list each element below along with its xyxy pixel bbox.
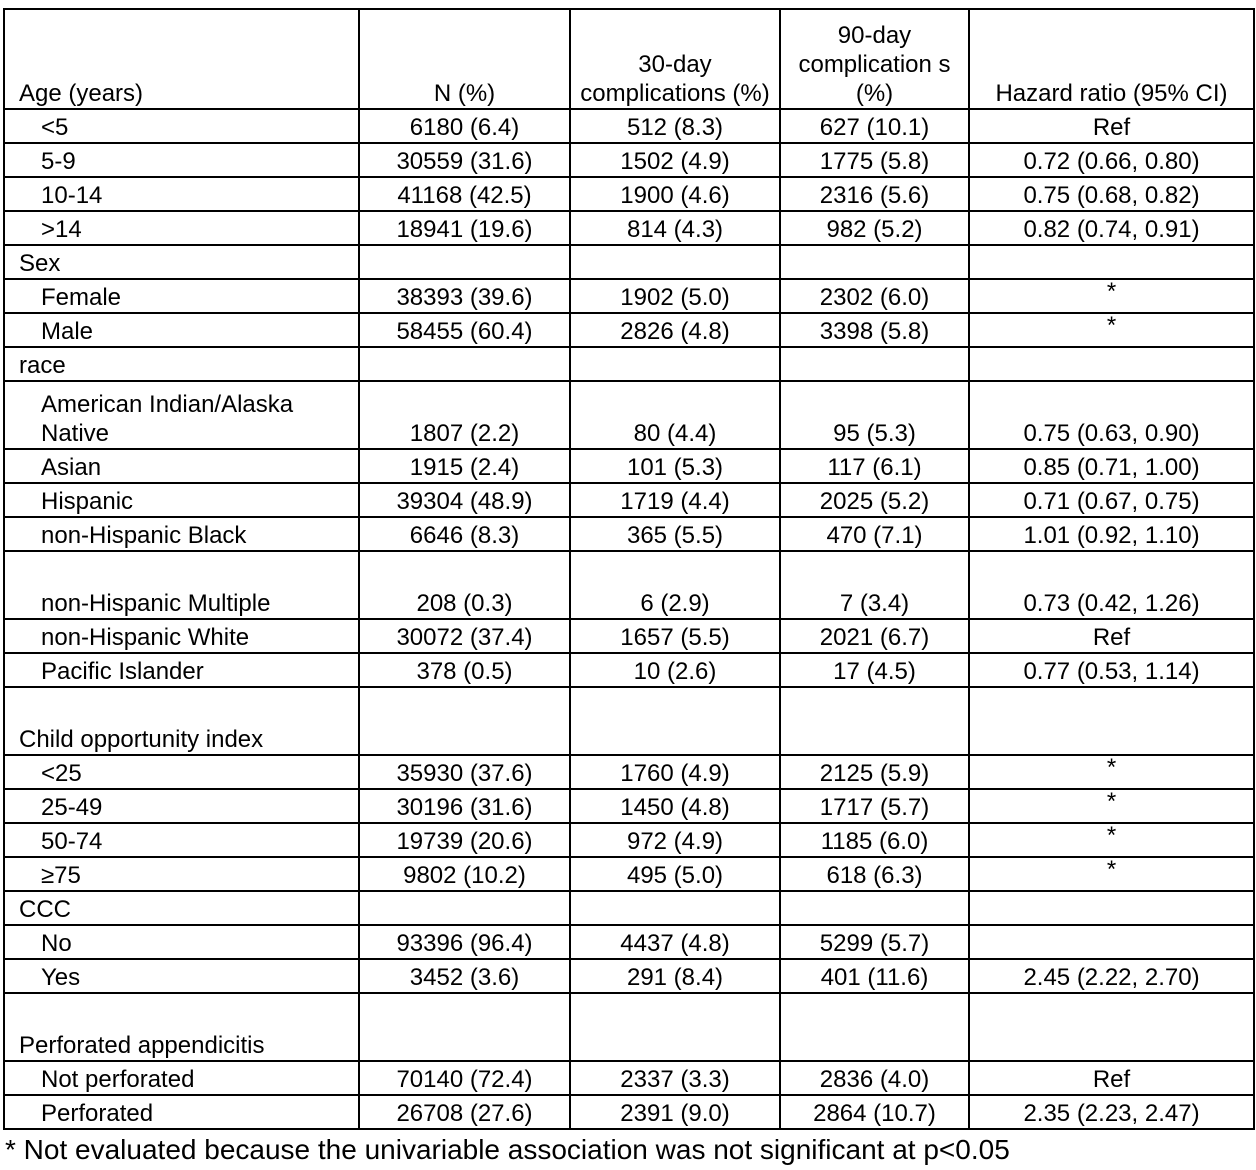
table-row [4, 755, 1254, 789]
header-n: N (%) [359, 9, 570, 109]
row-label: <5 [4, 109, 359, 143]
table-group-row [4, 891, 1254, 925]
cell-90-day: 5299 (5.7) [780, 925, 969, 959]
row-label: 50-74 [4, 823, 359, 857]
cell-90-day: 1717 (5.7) [780, 789, 969, 823]
cell-90-day: 117 (6.1) [780, 449, 969, 483]
cell-90-day: 618 (6.3) [780, 857, 969, 891]
cell-90-day: 2316 (5.6) [780, 177, 969, 211]
cell-n: 3452 (3.6) [359, 959, 570, 993]
cell-hazard-ratio: Ref [969, 1061, 1254, 1095]
cell-30-day: 101 (5.3) [570, 449, 780, 483]
row-label: Perforated [4, 1095, 359, 1129]
row-label: non-Hispanic Black [4, 517, 359, 551]
table-row [4, 959, 1254, 993]
cell-n: 30072 (37.4) [359, 619, 570, 653]
cell-n: 6646 (8.3) [359, 517, 570, 551]
row-label: No [4, 925, 359, 959]
cell-90-day: 95 (5.3) [780, 381, 969, 449]
cell-n: 1915 (2.4) [359, 449, 570, 483]
row-label: non-Hispanic Multiple [4, 551, 359, 619]
cell-90-day: 2021 (6.7) [780, 619, 969, 653]
cell-30-day: 512 (8.3) [570, 109, 780, 143]
cell-90-day: 1185 (6.0) [780, 823, 969, 857]
cell-30-day: 291 (8.4) [570, 959, 780, 993]
cell-30-day: 1657 (5.5) [570, 619, 780, 653]
header-hazard-ratio: Hazard ratio (95% CI) [969, 9, 1254, 109]
table-row [4, 517, 1254, 551]
table-row [4, 143, 1254, 177]
header-90-day: 90-day complication s (%) [780, 9, 969, 109]
cell-hazard-ratio: 2.45 (2.22, 2.70) [969, 959, 1254, 993]
cell-n: 18941 (19.6) [359, 211, 570, 245]
row-label: non-Hispanic White [4, 619, 359, 653]
cell-30-day: 2391 (9.0) [570, 1095, 780, 1129]
cell-90-day: 3398 (5.8) [780, 313, 969, 347]
table-group-row [4, 245, 1254, 279]
cell-hazard-ratio: 0.73 (0.42, 1.26) [969, 551, 1254, 619]
cell-90-day: 982 (5.2) [780, 211, 969, 245]
cell-30-day: 972 (4.9) [570, 823, 780, 857]
cell-hazard-ratio: * [1106, 788, 1117, 815]
row-label: Pacific Islander [4, 653, 359, 687]
cell-n: 35930 (37.6) [359, 755, 570, 789]
cell-n: 58455 (60.4) [359, 313, 570, 347]
row-label: 5-9 [4, 143, 359, 177]
cell-n: 70140 (72.4) [359, 1061, 570, 1095]
cell-30-day: 365 (5.5) [570, 517, 780, 551]
cell-hazard-ratio: 0.77 (0.53, 1.14) [969, 653, 1254, 687]
row-label: Male [4, 313, 359, 347]
cell-30-day: 2826 (4.8) [570, 313, 780, 347]
table-group-row [4, 993, 1254, 1061]
row-label: Yes [4, 959, 359, 993]
cell-n: 30196 (31.6) [359, 789, 570, 823]
row-label: Hispanic [4, 483, 359, 517]
table-row [4, 551, 1254, 619]
cell-hazard-ratio: 0.85 (0.71, 1.00) [969, 449, 1254, 483]
complications-table [3, 8, 1255, 1130]
cell-hazard-ratio: * [1106, 822, 1117, 849]
cell-90-day: 7 (3.4) [780, 551, 969, 619]
group-label: Child opportunity index [4, 687, 359, 755]
cell-n: 39304 (48.9) [359, 483, 570, 517]
cell-n: 26708 (27.6) [359, 1095, 570, 1129]
cell-90-day: 627 (10.1) [780, 109, 969, 143]
cell-n: 208 (0.3) [359, 551, 570, 619]
cell-hazard-ratio: 1.01 (0.92, 1.10) [969, 517, 1254, 551]
cell-90-day: 2025 (5.2) [780, 483, 969, 517]
group-label: race [4, 347, 359, 381]
cell-hazard-ratio: * [1106, 278, 1117, 305]
cell-90-day: 401 (11.6) [780, 959, 969, 993]
cell-30-day: 1502 (4.9) [570, 143, 780, 177]
table-row [4, 653, 1254, 687]
table-row [4, 177, 1254, 211]
cell-n: 93396 (96.4) [359, 925, 570, 959]
header-age: Age (years) [4, 9, 359, 109]
table-container [3, 8, 1255, 1130]
group-label: Sex [4, 245, 359, 279]
header-30-day: 30-day complications (%) [570, 9, 780, 109]
row-label: <25 [4, 755, 359, 789]
cell-90-day: 2864 (10.7) [780, 1095, 969, 1129]
cell-n: 19739 (20.6) [359, 823, 570, 857]
cell-n: 41168 (42.5) [359, 177, 570, 211]
table-row [4, 483, 1254, 517]
cell-n: 378 (0.5) [359, 653, 570, 687]
cell-30-day: 1902 (5.0) [570, 279, 780, 313]
row-label: American Indian/Alaska Native [4, 381, 359, 449]
cell-30-day: 6 (2.9) [570, 551, 780, 619]
cell-hazard-ratio: * [1106, 754, 1117, 781]
cell-hazard-ratio: 0.75 (0.63, 0.90) [969, 381, 1254, 449]
table-row [4, 109, 1254, 143]
cell-90-day: 470 (7.1) [780, 517, 969, 551]
cell-hazard-ratio: 0.82 (0.74, 0.91) [969, 211, 1254, 245]
cell-90-day: 2302 (6.0) [780, 279, 969, 313]
table-row [4, 619, 1254, 653]
cell-90-day: 17 (4.5) [780, 653, 969, 687]
row-label: Asian [4, 449, 359, 483]
table-group-row [4, 347, 1254, 381]
cell-n: 30559 (31.6) [359, 143, 570, 177]
cell-30-day: 10 (2.6) [570, 653, 780, 687]
cell-90-day: 1775 (5.8) [780, 143, 969, 177]
cell-hazard-ratio: 0.75 (0.68, 0.82) [969, 177, 1254, 211]
row-label: Female [4, 279, 359, 313]
table-row [4, 1061, 1254, 1095]
cell-30-day: 80 (4.4) [570, 381, 780, 449]
row-label: Not perforated [4, 1061, 359, 1095]
cell-30-day: 4437 (4.8) [570, 925, 780, 959]
table-row [4, 1095, 1254, 1129]
cell-30-day: 1760 (4.9) [570, 755, 780, 789]
table-row [4, 789, 1254, 823]
table-row [4, 279, 1254, 313]
table-row [4, 857, 1254, 891]
cell-30-day: 814 (4.3) [570, 211, 780, 245]
group-label: Perforated appendicitis [4, 993, 359, 1061]
cell-hazard-ratio: 2.35 (2.23, 2.47) [969, 1095, 1254, 1129]
cell-hazard-ratio: * [1106, 312, 1117, 339]
cell-hazard-ratio: 0.72 (0.66, 0.80) [969, 143, 1254, 177]
table-row [4, 823, 1254, 857]
cell-n: 6180 (6.4) [359, 109, 570, 143]
cell-30-day: 495 (5.0) [570, 857, 780, 891]
table-row [4, 449, 1254, 483]
row-label: ≥75 [4, 857, 359, 891]
table-row [4, 313, 1254, 347]
cell-hazard-ratio: * [1106, 856, 1117, 883]
cell-hazard-ratio: Ref [969, 109, 1254, 143]
table-row [4, 211, 1254, 245]
cell-hazard-ratio [969, 925, 1254, 959]
row-label: 10-14 [4, 177, 359, 211]
cell-n: 38393 (39.6) [359, 279, 570, 313]
cell-n: 1807 (2.2) [359, 381, 570, 449]
table-row [4, 381, 1254, 449]
cell-hazard-ratio: 0.71 (0.67, 0.75) [969, 483, 1254, 517]
cell-30-day: 1719 (4.4) [570, 483, 780, 517]
table-group-row [4, 687, 1254, 755]
cell-hazard-ratio: Ref [969, 619, 1254, 653]
cell-90-day: 2836 (4.0) [780, 1061, 969, 1095]
group-label: CCC [4, 891, 359, 925]
cell-n: 9802 (10.2) [359, 857, 570, 891]
cell-30-day: 2337 (3.3) [570, 1061, 780, 1095]
row-label: >14 [4, 211, 359, 245]
cell-30-day: 1450 (4.8) [570, 789, 780, 823]
cell-90-day: 2125 (5.9) [780, 755, 969, 789]
cell-30-day: 1900 (4.6) [570, 177, 780, 211]
table-row [4, 925, 1254, 959]
table-footnote: * Not evaluated because the univariable association was not significant at p<0.05 [5, 1134, 1010, 1165]
table-header-row [4, 9, 1254, 109]
row-label: 25-49 [4, 789, 359, 823]
